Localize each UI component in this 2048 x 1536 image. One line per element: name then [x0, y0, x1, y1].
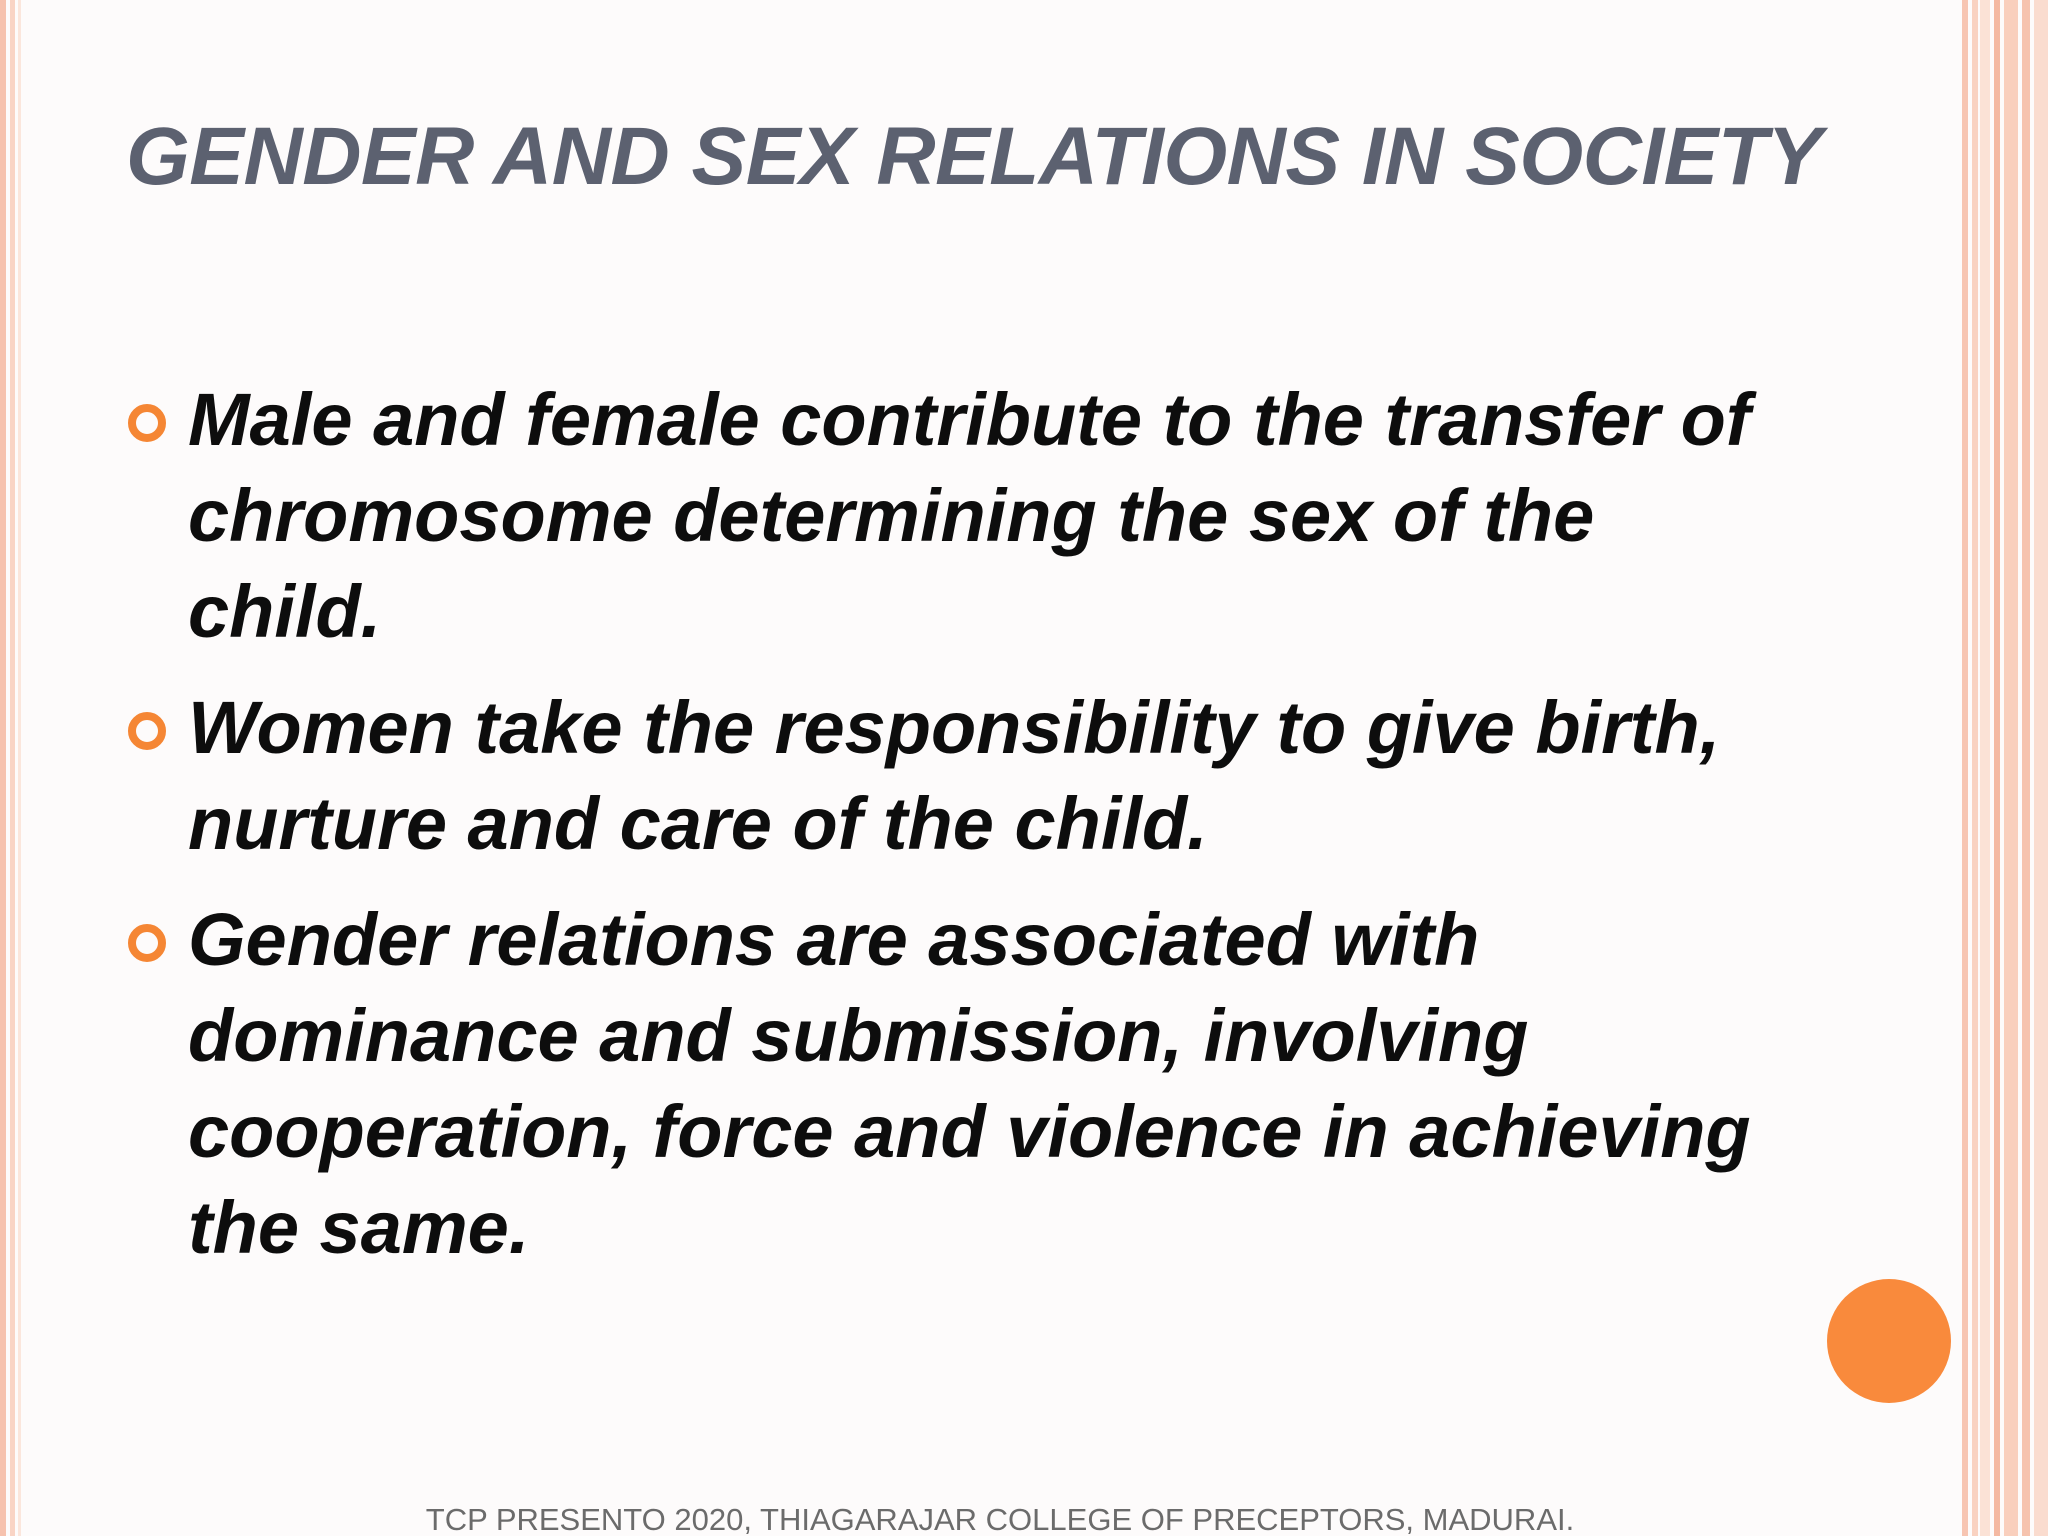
ring-bullet-icon	[128, 924, 166, 962]
ring-bullet-icon	[128, 712, 166, 750]
orange-circle-decoration	[1827, 1279, 1951, 1403]
bullet-item	[126, 680, 1766, 872]
right-border-stripe	[1980, 0, 1990, 1536]
left-border-stripe	[10, 0, 15, 1536]
bullet-item	[126, 372, 1766, 660]
bullet-text: Gender relations are associated with dominance and submission, involving cooperation, force and violence in achieving the same.	[188, 898, 1751, 1269]
bullet-text: Women take the responsibility to give birth, nurture and care of the child.	[188, 686, 1721, 865]
left-border-stripe	[18, 0, 21, 1536]
right-border-stripe	[1962, 0, 1968, 1536]
left-border-stripe	[0, 0, 6, 1536]
slide-title: GENDER AND SEX RELATIONS IN SOCIETY	[126, 111, 1822, 202]
right-border-stripe	[2034, 0, 2048, 1536]
bullet-list	[126, 372, 1766, 1276]
right-border-stripe	[1972, 0, 1978, 1536]
right-border-stripe	[1994, 0, 2000, 1536]
bullet-item	[126, 892, 1766, 1276]
bullet-text: Male and female contribute to the transfer of chromosome determining the sex of the child.	[188, 378, 1751, 653]
right-border-stripe	[2022, 0, 2030, 1536]
ring-bullet-icon	[128, 404, 166, 442]
right-border-stripe	[2004, 0, 2018, 1536]
slide-footer: TCP PRESENTO 2020, THIAGARAJAR COLLEGE OF PRECEPTORS, MADURAI.	[425, 1502, 1575, 1536]
